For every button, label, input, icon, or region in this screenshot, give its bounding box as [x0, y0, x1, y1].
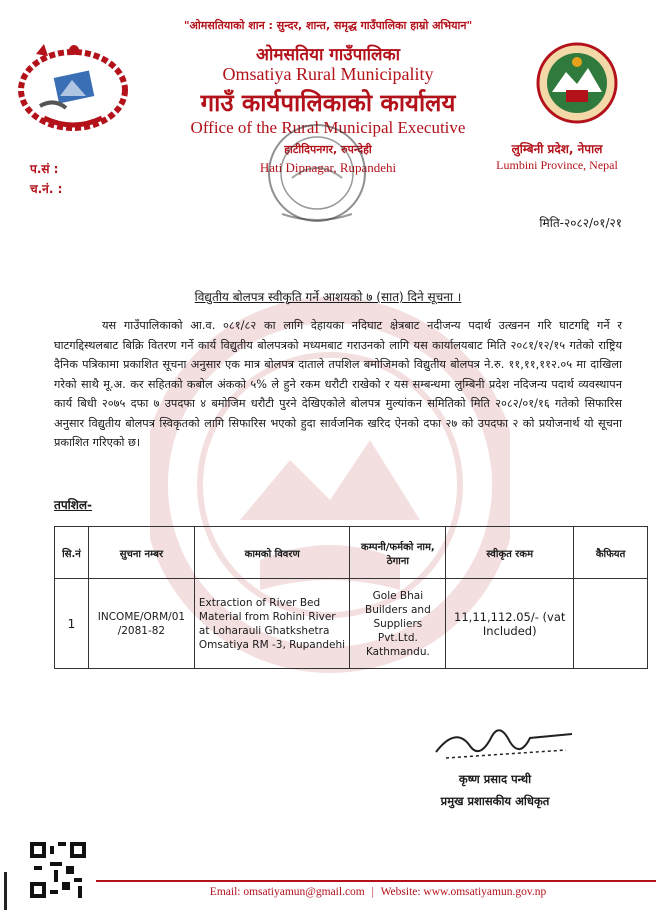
header-work: कामको विवरण — [194, 527, 350, 579]
header-remarks: कैफियत — [574, 527, 648, 579]
qr-code-icon — [30, 842, 86, 898]
cell-remarks — [574, 579, 648, 669]
notice-title: विद्युतीय बोलपत्र स्वीकृति गर्ने आशयको ७ (सात) दिने सूचना । — [194, 290, 462, 304]
letter-date: मिति-२०८२/०१/२१ — [539, 216, 622, 230]
reference-cn: च.नं. : — [30, 182, 63, 196]
table-header-row — [55, 527, 648, 579]
footer-divider — [96, 880, 656, 882]
footer-separator: | — [371, 886, 374, 898]
header-notice-no: सुचना नम्बर — [88, 527, 194, 579]
table-row — [55, 579, 648, 669]
province-en: Lumbini Province, Nepal — [496, 158, 618, 172]
signatory-name: कृष्ण प्रसाद पन्थी — [458, 772, 532, 786]
municipality-name-en: Omsatiya Rural Municipality — [222, 64, 434, 84]
office-name-np: गाउँ कार्यपालिकाको कार्यालय — [200, 89, 456, 117]
province-np: लुम्बिनी प्रदेश, नेपाल — [511, 142, 603, 156]
tender-table — [54, 526, 648, 669]
signature-icon — [426, 716, 576, 766]
notice-paragraph: यस गाउँपालिकाको आ.व. ०८१/८२ का लागि देहायका नदिघाट क्षेत्रबाट नदीजन्य पदार्थ उत्खनन गरि घाटगद्दि गर्ने र घाटगद्दिस्थलबाट बिक्रि वितरण गर्ने कार्य विद्युतीय बोलपत्रको मध्यमबाट गराउनको लागि यस कार्यालयबाट मिति २०८१/१२/१५ गतेको राष्ट्रिय दैनिक पत्रिकामा प्रकाशित सूचना अनुसार एक मात्र बोलपत्र दाताले तपशिल बमोजिमको विद्युतीय बोलपत्र ने.रु. ११,११,११२.०५ मा दाखिला गरेको साथै मू.अ. कर सहितको कबोल अंकको ५% ले हुने रकम धरौटी राखेको र यस सम्बन्धमा लुम्बिनी प्रदेश नदिजन्य पदार्थ व्यवस्थापन कार्य बिधी २०७५ दफा ७ उपदफा ४ बमोजिम धरौटी पुरने देखिएकोले बोलपत्र मुल्यांकन समितिको मिति २०८२/०१/१६ गतेको सिफारिस अनुसार विद्युतीय बोलपत्र स्विकृतको लागि सिफारिस भएको हुदा सार्वजनिक खरिद ऐनको दफा २७ को उपदफा २ को प्रयोजनार्थ यो सूचना प्रकाशित गरिएको छ। — [54, 319, 622, 449]
address-en: Hati Dipnagar, Rupandehi — [259, 160, 397, 175]
signatory-title: प्रमुख प्रशासकीय अधिकृत — [440, 794, 550, 808]
motto-text: "ओमसतियाको शान : सुन्दर, शान्त, समृद्ध गाउँपालिका हाम्रो अभियान" — [183, 19, 473, 32]
cell-company: Gole Bhai Builders and Suppliers Pvt.Ltd. Kathmandu. — [350, 579, 446, 669]
details-label: तपशिल- — [54, 498, 93, 512]
footer-email: Email: omsatiyamun@gmail.com — [209, 886, 365, 898]
office-name-en: Office of the Rural Municipal Executive — [190, 118, 466, 137]
cell-work: Extraction of River Bed Material from Rohini River at Loharauli Ghatkshetra Omsatiya RM -3, Rupandehi — [194, 579, 350, 669]
footer-contact — [100, 886, 656, 898]
lumbini-province-logo-icon — [536, 42, 618, 124]
edge-mark — [4, 872, 7, 910]
address-np: हाटीदिपनगर, रुपन्देही — [284, 143, 372, 156]
reference-ps: प.सं : — [30, 162, 59, 176]
header-sn: सि.नं — [55, 527, 89, 579]
municipality-name-np: ओमसतिया गाउँपालिका — [255, 45, 401, 65]
office-seal-icon — [262, 118, 372, 228]
cell-notice-no: INCOME/ORM/01 /2081-82 — [88, 579, 194, 669]
header-company: कम्पनी/फर्मको नाम, ठेगाना — [350, 527, 446, 579]
cell-sn: 1 — [55, 579, 89, 669]
header-amount: स्वीकृत रकम — [446, 527, 574, 579]
footer-website: Website: www.omsatiyamun.gov.np — [380, 886, 547, 898]
cell-amount: 11,11,112.05/- (vat Included) — [446, 579, 574, 669]
